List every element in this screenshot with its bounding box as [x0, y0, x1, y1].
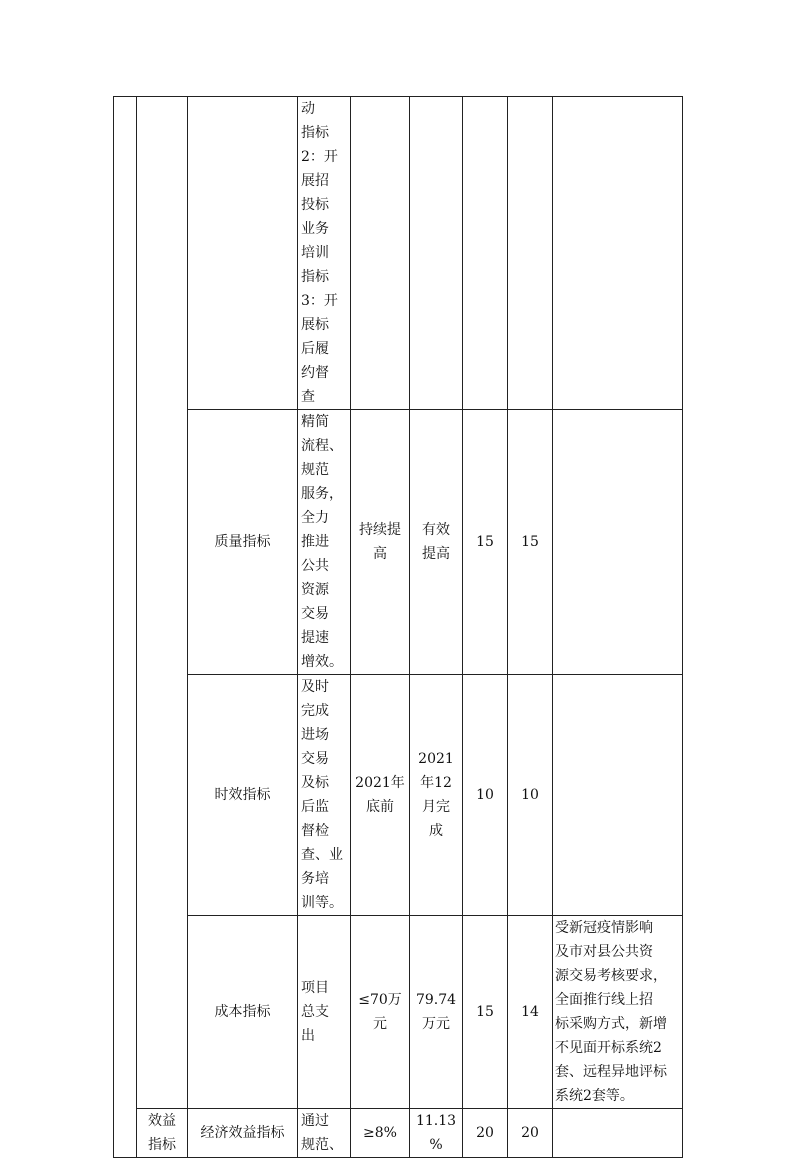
- level3-cell: 时效指标: [188, 675, 298, 916]
- target-cell: ≤70万 元: [351, 916, 410, 1109]
- level1-cell: [114, 97, 137, 1158]
- actual-cell: 79.74 万元: [410, 916, 463, 1109]
- indicator-cell: 项目 总支 出: [298, 916, 351, 1109]
- level3-cell: 经济效益指标: [188, 1109, 298, 1158]
- indicator-cell: 通过 规范、: [298, 1109, 351, 1158]
- level3-cell: 成本指标: [188, 916, 298, 1109]
- table-row: [114, 1109, 683, 1158]
- remark-cell: [553, 1109, 683, 1158]
- remark-cell: [553, 410, 683, 675]
- remark-cell: 受新冠疫情影响 及市对县公共资 源交易考核要求， 全面推行线上招 标采购方式，新增 不见面开标系统2 套、远程异地评标 系统2套等。: [553, 916, 683, 1109]
- indicator-cell: 精简 流程、 规范 服务， 全力 推进 公共 资源 交易 提速 增效。: [298, 410, 351, 675]
- target-cell: 持续提 高: [351, 410, 410, 675]
- performance-table: [113, 96, 683, 1158]
- weight-cell: 15: [463, 916, 508, 1109]
- remark-cell: [553, 675, 683, 916]
- level3-cell: 质量指标: [188, 410, 298, 675]
- target-cell: [351, 97, 410, 410]
- score-cell: 10: [508, 675, 553, 916]
- actual-cell: 2021 年12 月完 成: [410, 675, 463, 916]
- level2-cell: [137, 97, 188, 1109]
- score-cell: 20: [508, 1109, 553, 1158]
- weight-cell: [463, 97, 508, 410]
- indicator-cell: 动 指标 2：开 展招 投标 业务 培训 指标 3：开 展标 后履 约督 查: [298, 97, 351, 410]
- score-cell: 15: [508, 410, 553, 675]
- actual-cell: [410, 97, 463, 410]
- actual-cell: 有效 提高: [410, 410, 463, 675]
- weight-cell: 10: [463, 675, 508, 916]
- level2-cell: 效益 指标: [137, 1109, 188, 1158]
- table-row: [114, 97, 683, 410]
- score-cell: 14: [508, 916, 553, 1109]
- table-row: [114, 410, 683, 675]
- target-cell: ≥8%: [351, 1109, 410, 1158]
- table-row: [114, 916, 683, 1109]
- actual-cell: 11.13 %: [410, 1109, 463, 1158]
- remark-cell: [553, 97, 683, 410]
- weight-cell: 15: [463, 410, 508, 675]
- level3-cell: [188, 97, 298, 410]
- indicator-cell: 及时 完成 进场 交易 及标 后监 督检 查、业 务培 训等。: [298, 675, 351, 916]
- target-cell: 2021年 底前: [351, 675, 410, 916]
- weight-cell: 20: [463, 1109, 508, 1158]
- score-cell: [508, 97, 553, 410]
- table-row: [114, 675, 683, 916]
